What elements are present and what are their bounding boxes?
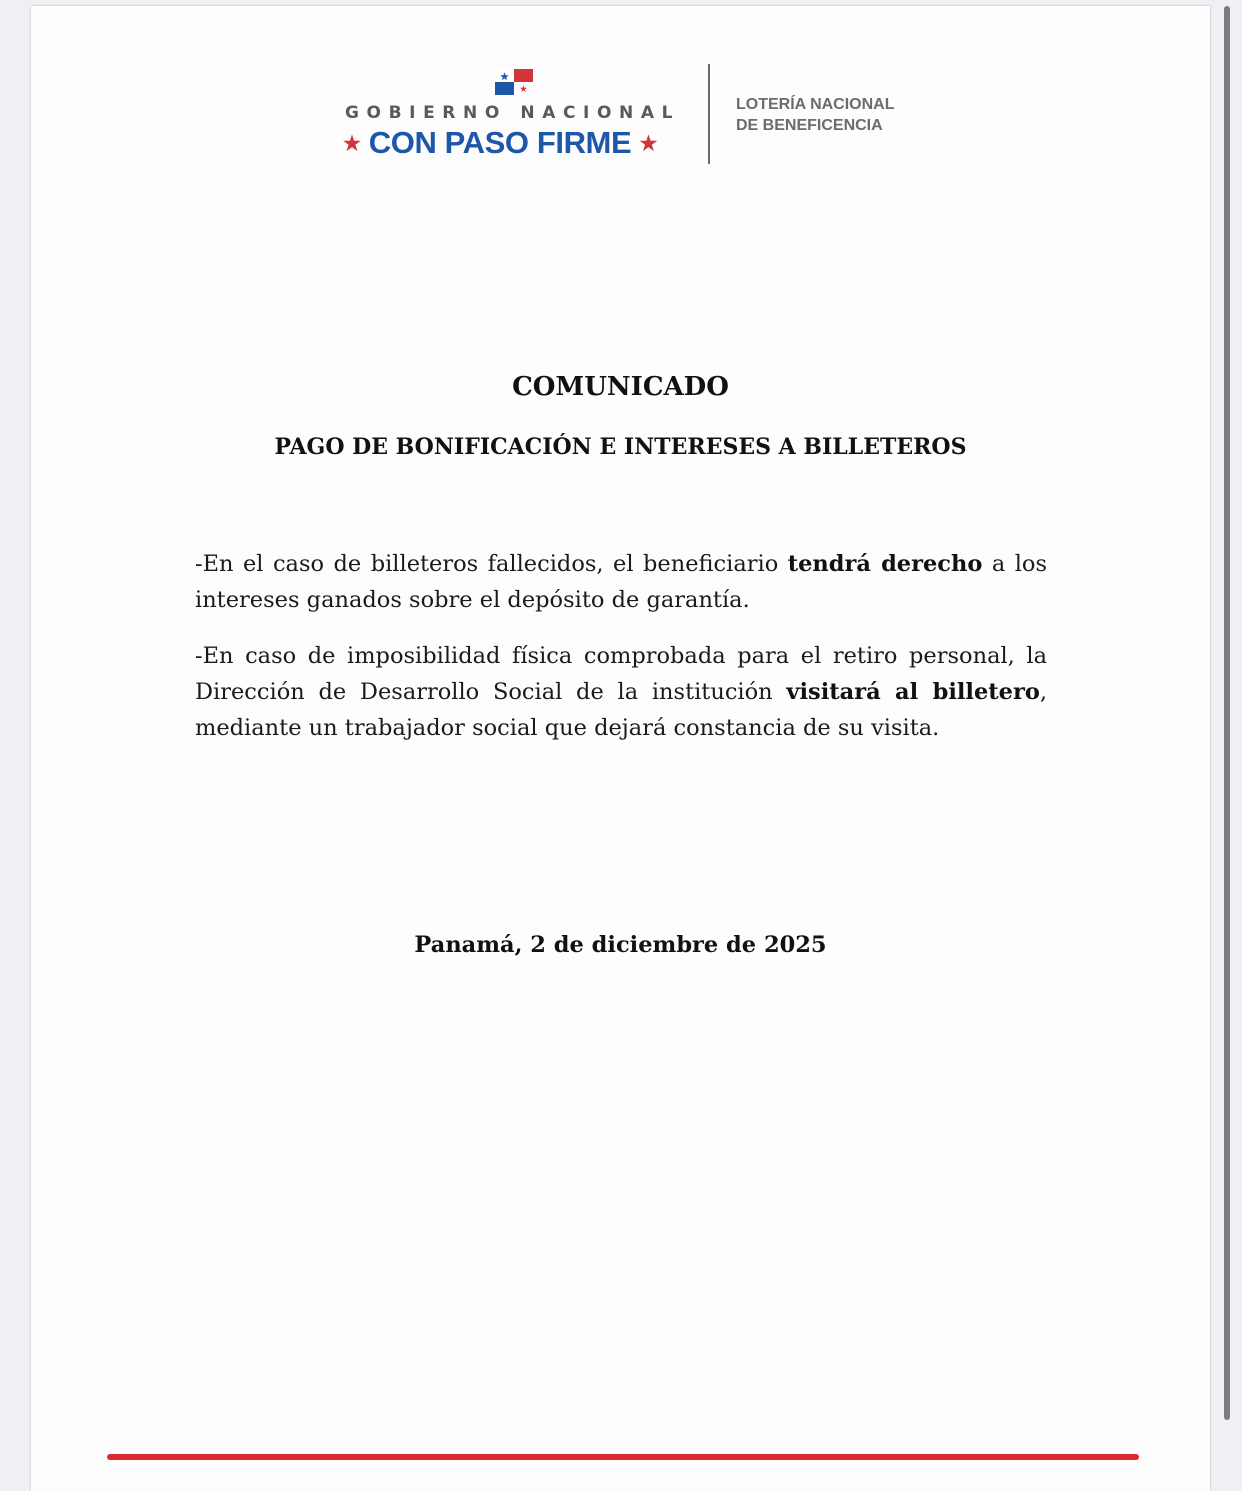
star-icon: ★ <box>639 133 658 155</box>
scrollbar-thumb[interactable] <box>1224 6 1230 1420</box>
footer-red-line <box>107 1454 1139 1460</box>
institution-name <box>736 94 895 136</box>
gov-slogan: CON PASO FIRME <box>368 125 632 160</box>
gov-line-1: GOBIERNO NACIONAL <box>345 103 681 123</box>
panama-flag-logo <box>495 69 533 95</box>
paragraph-1-text-b: a los intereses ganados sobre el depósito de garantía. <box>195 551 1047 613</box>
paragraph-2 <box>195 638 1047 746</box>
document-body <box>195 546 1047 766</box>
paragraph-2-bold: visitará al billetero <box>786 679 1040 705</box>
paragraph-2-text-b: , mediante un trabajador social que dejará constancia de su visita. <box>195 679 1048 741</box>
institution-line-2: DE BENEFICENCIA <box>736 117 883 134</box>
scrollbar[interactable] <box>1220 0 1234 1491</box>
letterhead <box>31 6 1210 206</box>
document-page <box>31 6 1210 1491</box>
paragraph-2-text-a: -En caso de imposibilidad física comprobada para el retiro personal, la Dirección de Desarrollo Social de la institución <box>195 643 1047 705</box>
paragraph-1-text-a: -En el caso de billeteros fallecidos, el beneficiario <box>195 551 788 577</box>
document-subtitle: PAGO DE BONIFICACIÓN E INTERESES A BILLETEROS <box>274 434 967 460</box>
document-title: COMUNICADO <box>512 372 729 402</box>
header-divider <box>708 64 710 164</box>
star-icon: ★ <box>343 133 361 155</box>
paragraph-1 <box>195 546 1047 618</box>
institution-line-1: LOTERÍA NACIONAL <box>736 96 895 113</box>
gov-line-2 <box>343 125 693 161</box>
document-date: Panamá, 2 de diciembre de 2025 <box>414 932 827 958</box>
paragraph-1-bold: tendrá derecho <box>787 551 983 577</box>
